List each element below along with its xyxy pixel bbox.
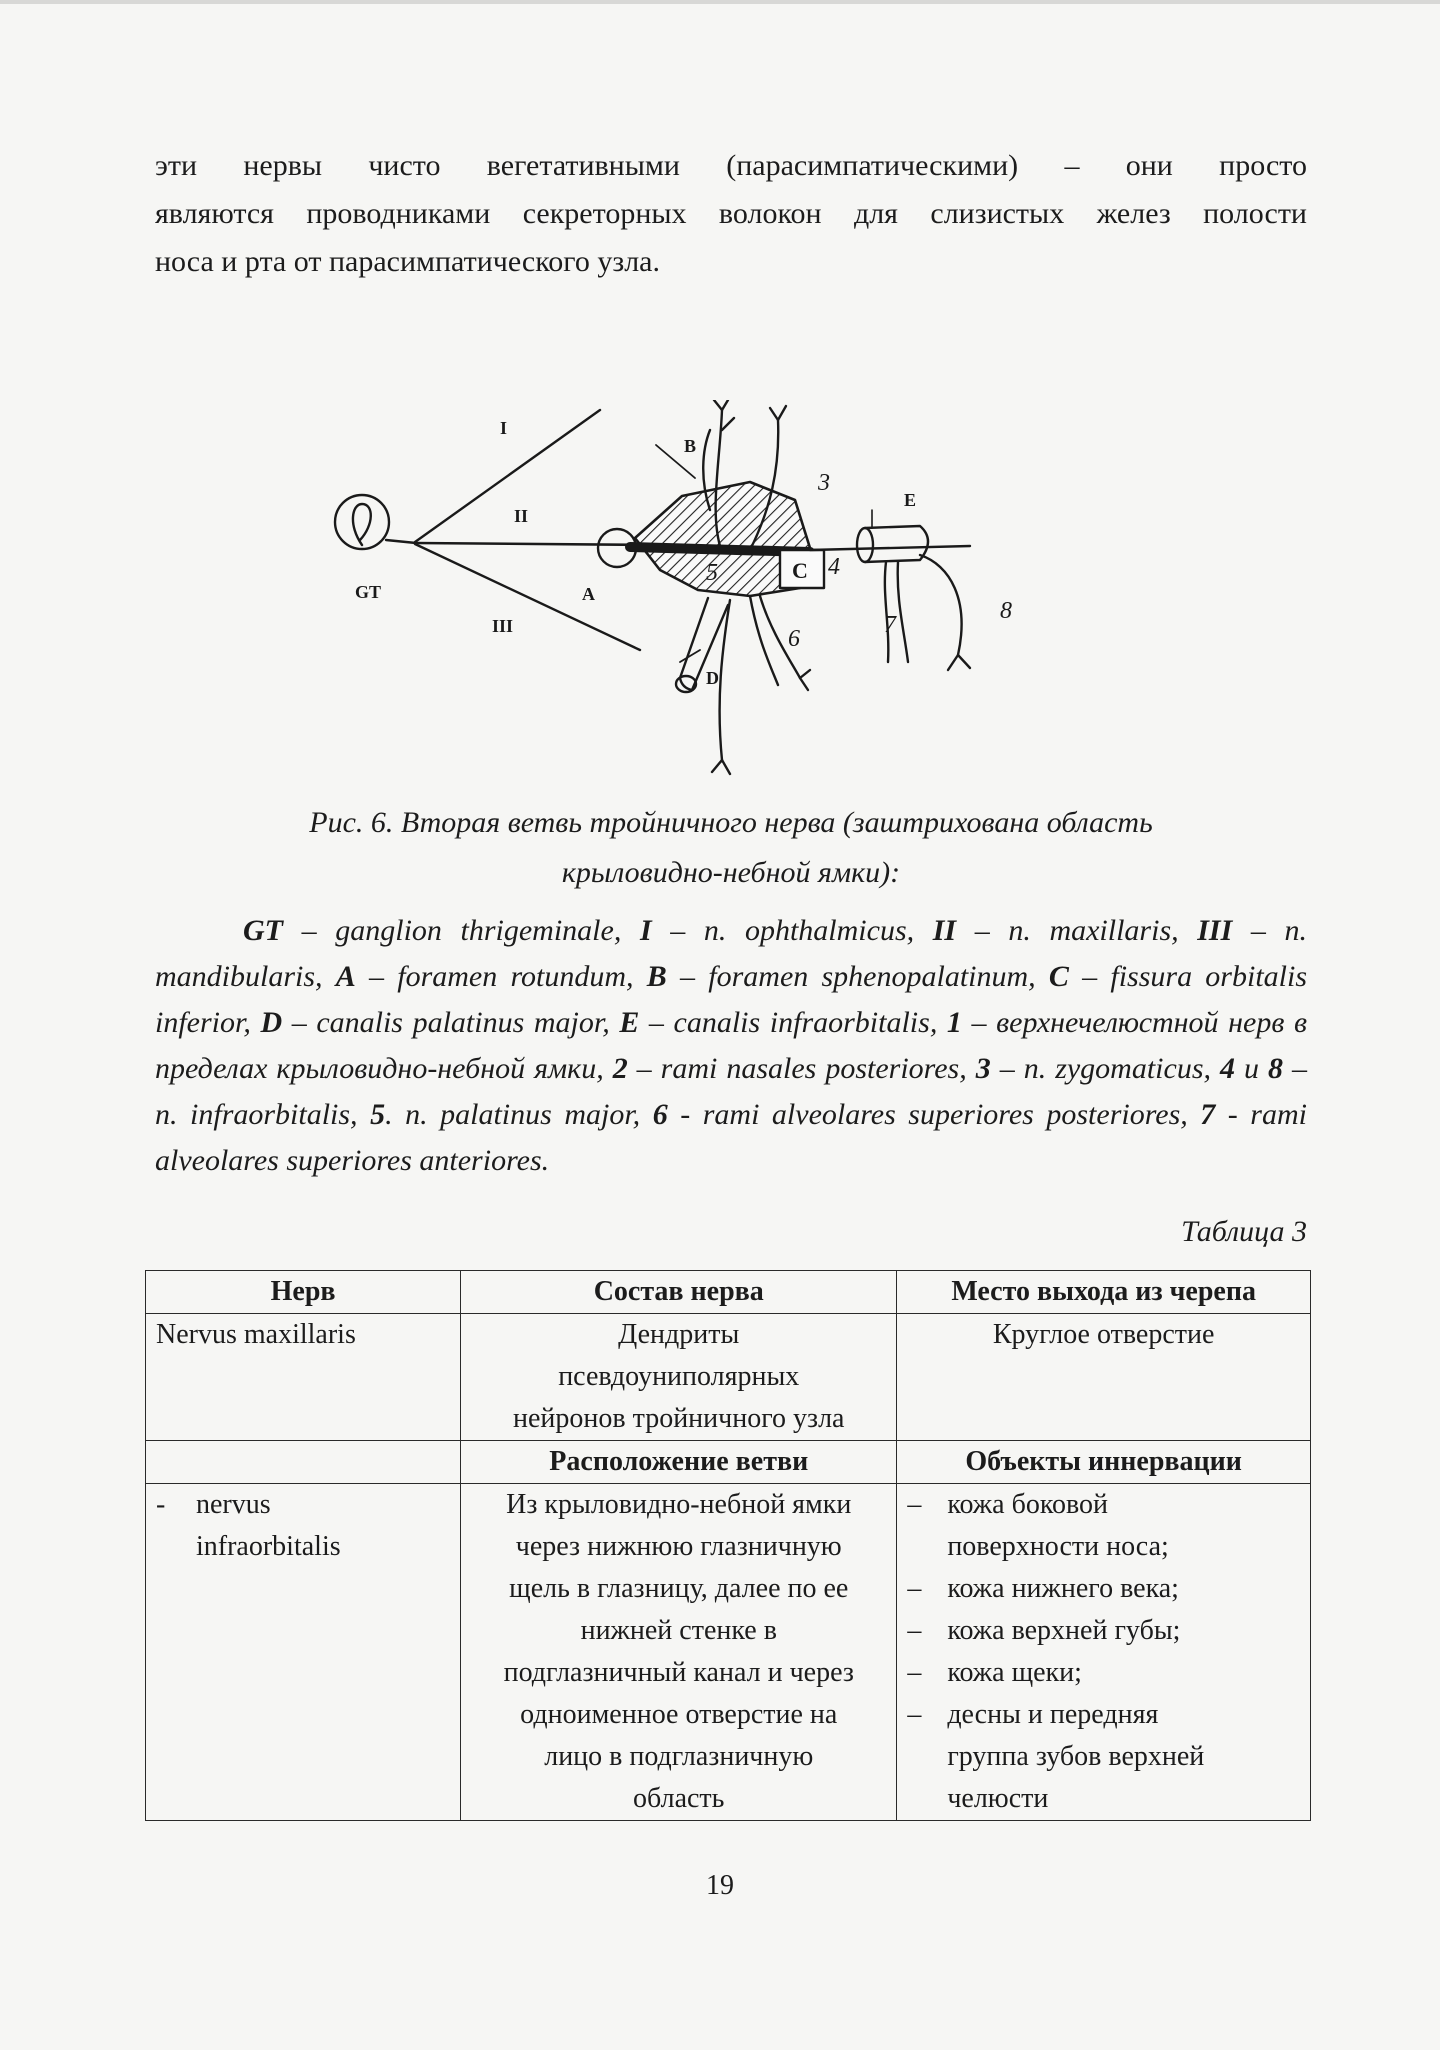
legend-key: E <box>619 1006 640 1039</box>
cell-location <box>461 1484 897 1821</box>
legend-text: – n. maxillaris, <box>956 914 1198 947</box>
legend-key: D <box>260 1006 283 1039</box>
label-b: B <box>684 436 697 456</box>
target-line: кожа щеки; <box>947 1657 1082 1688</box>
location-line: щель в глазницу, далее по ее <box>509 1573 849 1604</box>
legend-key: 2 <box>612 1052 628 1085</box>
nerve-table <box>145 1270 1311 1821</box>
location-line: лицо в подглазничную <box>544 1741 814 1772</box>
cell-composition <box>461 1314 897 1441</box>
legend-key: GT <box>243 914 283 947</box>
legend-key: A <box>335 960 356 993</box>
legend-text: . n. palatinus major, <box>385 1098 653 1131</box>
location-line: область <box>633 1783 725 1814</box>
legend-text: - rami alveolares superiores anteriores. <box>155 1098 1307 1177</box>
legend-text: - rami alveolares superiores posteriores, <box>667 1098 1201 1131</box>
table-label: Таблица 3 <box>1181 1215 1307 1248</box>
legend-key: B <box>646 960 667 993</box>
legend-key: 1 <box>946 1006 962 1039</box>
label-ii: II <box>514 506 529 526</box>
label-i: I <box>500 418 508 438</box>
subheader-targets: Объекты иннервации <box>897 1441 1311 1484</box>
branch-line: nervus <box>196 1489 271 1520</box>
label-3: 3 <box>818 470 830 496</box>
legend-key: 6 <box>652 1098 668 1131</box>
composition-line: псевдоуниполярных <box>558 1361 800 1392</box>
legend-key: I <box>639 914 652 947</box>
label-c: C <box>792 558 808 583</box>
composition-line: Дендриты <box>618 1319 740 1350</box>
label-iii: III <box>492 616 514 636</box>
legend-text: – n. infraorbitalis, <box>155 1052 1308 1131</box>
intro-paragraph <box>155 142 1307 286</box>
legend-key: 8 <box>1268 1052 1284 1085</box>
branch-8 <box>920 555 962 655</box>
legend-key: 3 <box>975 1052 991 1085</box>
composition-line: нейронов тройничного узла <box>513 1403 845 1434</box>
header-nerve: Нерв <box>146 1271 461 1314</box>
label-7: 7 <box>884 612 896 638</box>
legend-text: – n. mandibularis, <box>155 914 1308 993</box>
location-line: Из крыловидно-небной ямки <box>506 1489 852 1520</box>
target-item <box>907 1484 1300 1568</box>
legend-key: II <box>932 914 957 947</box>
legend-key: 5 <box>370 1098 386 1131</box>
cell-targets <box>897 1484 1311 1821</box>
figure-legend <box>155 908 1307 1184</box>
location-line: нижней стенке в <box>580 1615 777 1646</box>
page-number: 19 <box>706 1870 734 1901</box>
target-line: кожа боковой <box>947 1489 1109 1520</box>
subheader-empty <box>146 1441 461 1484</box>
legend-text: – rami nasales posteriores, <box>627 1052 976 1085</box>
legend-text: – canalis infraorbitalis, <box>639 1006 947 1039</box>
target-line: челюсти <box>947 1783 1049 1814</box>
legend-text: – ganglion thrigeminale, <box>283 914 640 947</box>
list-dash: – <box>907 1615 922 1646</box>
cell-nerve-name: Nervus maxillaris <box>146 1314 461 1441</box>
target-line: кожа нижнего века; <box>947 1573 1179 1604</box>
ganglion-gt <box>335 495 416 549</box>
target-line: поверхности носа; <box>947 1531 1169 1562</box>
target-line: группа зубов верхней <box>947 1741 1205 1772</box>
cell-branch <box>146 1484 461 1821</box>
table-subheader-row <box>146 1441 1311 1484</box>
label-4: 4 <box>828 554 840 580</box>
legend-key: III <box>1197 914 1233 947</box>
label-d: D <box>706 668 719 688</box>
table-row <box>146 1484 1311 1821</box>
target-item <box>907 1694 1300 1820</box>
location-line: подглазничный канал и через <box>503 1657 854 1688</box>
legend-text: – foramen sphenopalatinum, <box>666 960 1049 993</box>
legend-text: – canalis palatinus major, <box>282 1006 620 1039</box>
nerve-iii-line <box>415 544 640 650</box>
caption-line-2: крыловидно-небной ямки): <box>561 856 901 889</box>
label-e: E <box>904 490 917 510</box>
caption-line-1: Рис. 6. Вторая ветвь тройничного нерва (заштрихована область <box>309 806 1153 839</box>
legend-key: 4 <box>1220 1052 1236 1085</box>
target-item <box>907 1568 1300 1610</box>
subheader-location: Расположение ветви <box>461 1441 897 1484</box>
intro-line: эти нервы чисто вегетативными (парасимпатическими) – они просто <box>155 149 1307 182</box>
list-dash: – <box>907 1699 922 1730</box>
header-composition: Состав нерва <box>461 1271 897 1314</box>
infraorbital-nerve-line <box>810 546 970 550</box>
list-dash: - <box>156 1489 166 1520</box>
intro-line: являются проводниками секреторных волокон для слизистых желез полости <box>155 197 1307 230</box>
location-line: через нижнюю глазничную <box>515 1531 842 1562</box>
legend-text: – foramen rotundum, <box>355 960 647 993</box>
header-exit: Место выхода из черепа <box>897 1271 1311 1314</box>
page-top-edge <box>0 0 1440 4</box>
intro-line: носа и рта от парасимпатического узла. <box>155 245 660 278</box>
label-6: 6 <box>788 626 800 652</box>
nerve-i-line <box>415 410 600 542</box>
legend-text: – fissura orbitalis inferior, <box>155 960 1307 1039</box>
figure-caption <box>155 798 1307 898</box>
list-dash: – <box>907 1657 922 1688</box>
target-line: кожа верхней губы; <box>947 1615 1181 1646</box>
label-5: 5 <box>706 560 718 586</box>
target-item <box>907 1652 1300 1694</box>
target-line: десны и передняя <box>947 1699 1159 1730</box>
branch-line: infraorbitalis <box>196 1531 341 1562</box>
trigeminal-nerve-diagram <box>330 400 1060 780</box>
legend-text: и <box>1235 1052 1269 1085</box>
legend-text: – n. ophthalmicus, <box>651 914 933 947</box>
canal-e <box>857 526 928 562</box>
table-row <box>146 1314 1311 1441</box>
location-line: одноименное отверстие на <box>520 1699 838 1730</box>
label-gt: GT <box>355 582 382 602</box>
list-dash: – <box>907 1489 922 1520</box>
list-dash: – <box>907 1573 922 1604</box>
legend-text: – верхнечелюстной нерв в пределах крыловидно-небной ямки, <box>155 1006 1307 1085</box>
label-8: 8 <box>1000 598 1012 624</box>
cell-exit: Круглое отверстие <box>897 1314 1311 1441</box>
label-a: A <box>582 584 595 604</box>
legend-text: – n. zygomaticus, <box>990 1052 1221 1085</box>
legend-key: C <box>1048 960 1069 993</box>
table-header-row <box>146 1271 1311 1314</box>
legend-key: 7 <box>1200 1098 1216 1131</box>
target-item <box>907 1610 1300 1652</box>
